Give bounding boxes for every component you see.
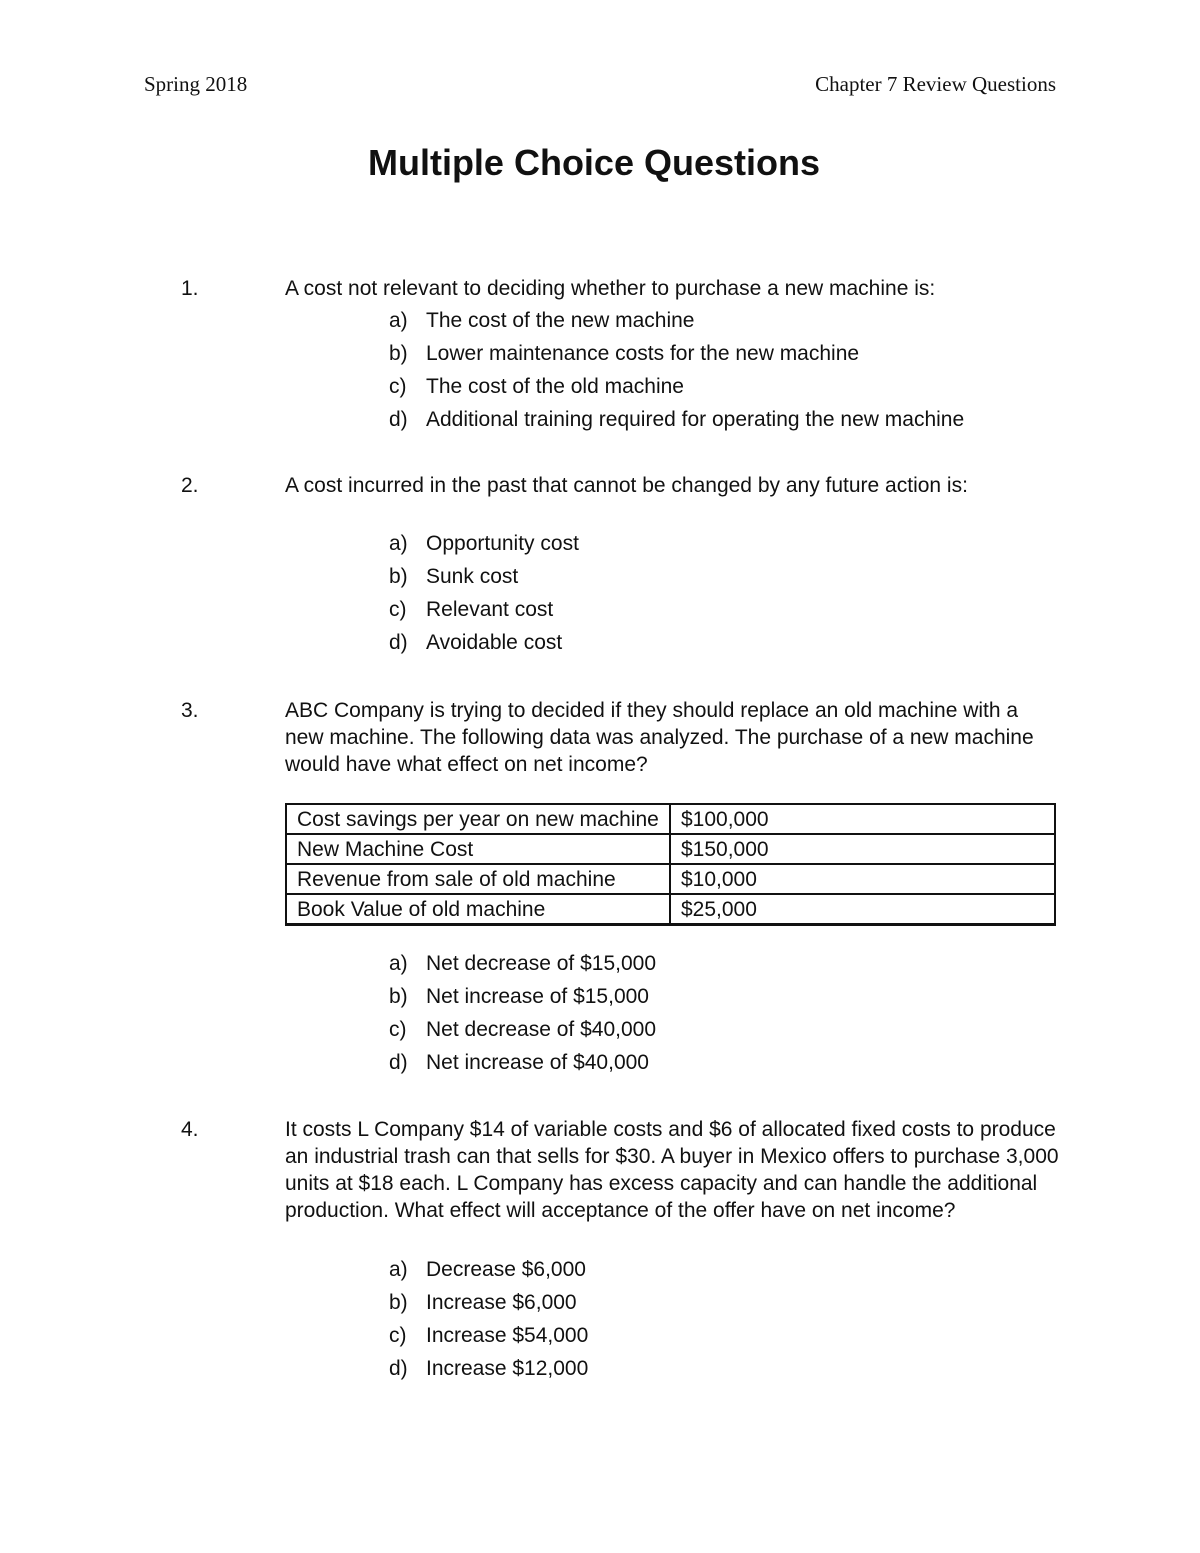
- option-letter: b): [389, 985, 408, 1008]
- option-letter: c): [389, 1018, 407, 1041]
- option-letter: a): [389, 309, 408, 332]
- option-a: [389, 307, 964, 340]
- option-a: [389, 530, 579, 563]
- option-list: [389, 950, 656, 1082]
- option-text: Net decrease of $15,000: [426, 952, 656, 975]
- table-value-cell: $10,000: [670, 864, 1055, 894]
- question-text: A cost not relevant to deciding whether to purchase a new machine is:: [285, 277, 936, 300]
- option-list: [389, 1256, 588, 1388]
- option-list: [389, 530, 579, 662]
- option-letter: b): [389, 342, 408, 365]
- option-d: [389, 629, 579, 662]
- option-text: Sunk cost: [426, 565, 519, 588]
- option-b: [389, 340, 964, 373]
- option-b: [389, 563, 579, 596]
- option-d: [389, 1049, 656, 1082]
- table-row: [286, 894, 1055, 925]
- question-number: 2.: [181, 474, 199, 497]
- table-value-cell: $25,000: [670, 894, 1055, 925]
- option-c: [389, 596, 579, 629]
- option-letter: a): [389, 952, 408, 975]
- option-list: [389, 307, 964, 439]
- table-value-cell: $150,000: [670, 834, 1055, 864]
- option-letter: c): [389, 598, 407, 621]
- table-row: [286, 804, 1055, 834]
- option-text: Increase $54,000: [426, 1324, 589, 1347]
- option-b: [389, 983, 656, 1016]
- question-number: 1.: [181, 277, 199, 300]
- option-text: Avoidable cost: [426, 631, 563, 654]
- table-label-cell: New Machine Cost: [286, 834, 670, 864]
- table-row: [286, 864, 1055, 894]
- header-semester: Spring 2018: [144, 72, 248, 96]
- option-letter: d): [389, 408, 408, 431]
- question-number: 3.: [181, 699, 199, 722]
- question-text: It costs L Company $14 of variable costs and $6 of allocated fixed costs to produce an industrial trash can that sells for $30. A buyer in Mexico offers to purchase 3,000 units at $18 each. L Company has excess capacity and can handle the additional production. What effect will acceptance of the offer have on net income?: [285, 1118, 1059, 1222]
- header-chapter: Chapter 7 Review Questions: [815, 72, 1056, 96]
- option-text: Net increase of $15,000: [426, 985, 649, 1008]
- option-a: [389, 1256, 588, 1289]
- table-row: [286, 834, 1055, 864]
- option-c: [389, 1016, 656, 1049]
- machine-data-table: [285, 803, 1056, 926]
- page-title: Multiple Choice Questions: [367, 142, 821, 183]
- option-letter: b): [389, 565, 408, 588]
- option-d: [389, 406, 964, 439]
- option-letter: b): [389, 1291, 408, 1314]
- option-text: The cost of the new machine: [426, 309, 695, 332]
- option-text: Relevant cost: [426, 598, 554, 621]
- table-label-cell: Cost savings per year on new machine: [286, 804, 670, 834]
- question-text: ABC Company is trying to decided if they should replace an old machine with a new machine. The following data was analyzed. The purchase of a new machine would have what effect on net income?: [285, 699, 1034, 776]
- option-text: Opportunity cost: [426, 532, 579, 555]
- option-d: [389, 1355, 588, 1388]
- option-text: Increase $6,000: [426, 1291, 577, 1314]
- option-letter: a): [389, 532, 408, 555]
- option-letter: d): [389, 1051, 408, 1074]
- option-c: [389, 373, 964, 406]
- question-text: A cost incurred in the past that cannot be changed by any future action is:: [285, 474, 968, 497]
- option-c: [389, 1322, 588, 1355]
- option-text: Additional training required for operating the new machine: [426, 408, 965, 431]
- option-letter: d): [389, 1357, 408, 1380]
- table-value-cell: $100,000: [670, 804, 1055, 834]
- question-number: 4.: [181, 1118, 199, 1141]
- option-text: Net decrease of $40,000: [426, 1018, 656, 1041]
- option-letter: c): [389, 1324, 407, 1347]
- option-text: Decrease $6,000: [426, 1258, 586, 1281]
- table-label-cell: Revenue from sale of old machine: [286, 864, 670, 894]
- option-b: [389, 1289, 588, 1322]
- option-text: The cost of the old machine: [426, 375, 684, 398]
- option-a: [389, 950, 656, 983]
- option-text: Lower maintenance costs for the new machine: [426, 342, 860, 365]
- option-letter: a): [389, 1258, 408, 1281]
- option-text: Net increase of $40,000: [426, 1051, 649, 1074]
- option-letter: c): [389, 375, 407, 398]
- option-letter: d): [389, 631, 408, 654]
- option-text: Increase $12,000: [426, 1357, 589, 1380]
- table-label-cell: Book Value of old machine: [286, 894, 670, 925]
